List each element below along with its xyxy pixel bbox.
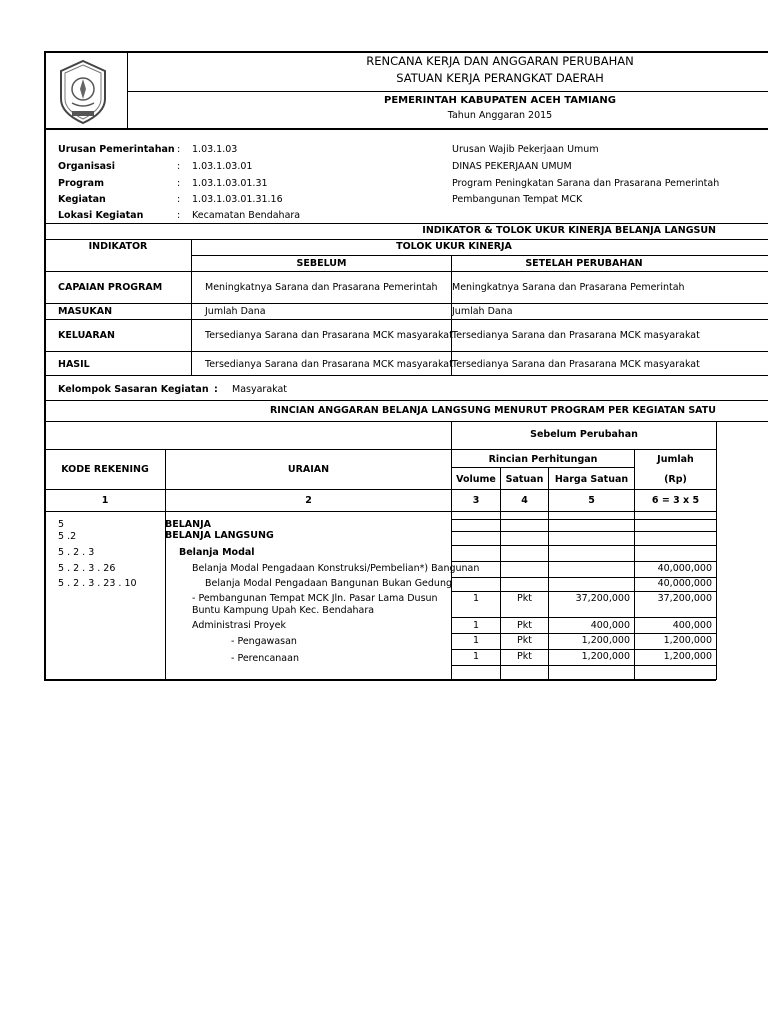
info-desc: Program Peningkatan Sarana dan Prasarana Pemerintah: [452, 178, 720, 189]
sebelum-perubahan-header: Sebelum Perubahan: [530, 429, 638, 440]
info-colon: :: [177, 161, 181, 172]
kode-rekening: 5 . 2 . 3 . 23 . 10: [58, 578, 137, 589]
info-code: 1.03.1.03: [192, 144, 238, 155]
jumlah-value: 400,000: [672, 620, 712, 631]
uraian-text: Belanja Modal: [179, 547, 255, 558]
kode-rekening: 5: [58, 519, 65, 530]
col-sebelum: SEBELUM: [296, 258, 347, 269]
col-number: 5: [588, 495, 595, 506]
info-code: 1.03.1.03.01: [192, 161, 253, 172]
fiscal-year: Tahun Anggaran 2015: [447, 110, 553, 121]
harga-value: 1,200,000: [581, 635, 630, 646]
satuan-value: Pkt: [517, 651, 532, 662]
info-code: Kecamatan Bendahara: [192, 210, 301, 221]
title-line-1: RENCANA KERJA DAN ANGGARAN PERUBAHAN: [366, 54, 634, 68]
indicator-name: MASUKAN: [58, 306, 113, 317]
uraian-text: Belanja Modal Pengadaan Konstruksi/Pembelian*) Bangunan: [192, 563, 480, 574]
col-number: 1: [101, 495, 109, 506]
indicator-sebelum: Meningkatnya Sarana dan Prasarana Pemerintah: [205, 282, 438, 293]
uraian-text: BELANJA: [165, 519, 211, 530]
info-label: Program: [58, 178, 104, 189]
indicator-sebelum: Jumlah Dana: [205, 306, 266, 317]
jumlah-value: 40,000,000: [657, 578, 712, 589]
indicator-section-title: INDIKATOR & TOLOK UKUR KINERJA BELANJA LANGSUN: [422, 225, 716, 236]
harga-value: 400,000: [590, 620, 630, 631]
indicator-setelah: Tersedianya Sarana dan Prasarana MCK masyarakat: [452, 330, 700, 341]
info-label: Organisasi: [58, 161, 115, 172]
uraian-text: - Perencanaan: [231, 653, 299, 664]
jumlah-value: 1,200,000: [663, 651, 712, 662]
col-number: 4: [521, 495, 528, 506]
satuan-value: Pkt: [517, 635, 532, 646]
jumlah-header: Jumlah: [657, 454, 694, 465]
harga-value: 1,200,000: [581, 651, 630, 662]
harga-satuan-header: Harga Satuan: [554, 474, 629, 485]
harga-value: 37,200,000: [575, 593, 630, 604]
indicator-name: KELUARAN: [58, 330, 115, 341]
sasaran-label: Kelompok Sasaran Kegiatan: [58, 384, 209, 395]
info-code: 1.03.1.03.01.31.16: [192, 194, 283, 205]
col-number: 3: [472, 495, 480, 506]
info-colon: :: [177, 194, 181, 205]
satuan-header: Satuan: [505, 474, 544, 485]
satuan-value: Pkt: [517, 620, 532, 631]
info-colon: :: [177, 210, 181, 221]
title-line-2: SATUAN KERJA PERANGKAT DAERAH: [396, 71, 604, 85]
indicator-name: HASIL: [58, 359, 90, 370]
regency-logo: [58, 59, 108, 125]
indicator-setelah: Meningkatnya Sarana dan Prasarana Pemerintah: [452, 282, 685, 293]
col-setelah: SETELAH PERUBAHAN: [525, 258, 643, 269]
uraian-text: Administrasi Proyek: [192, 620, 286, 631]
uraian-text: - Pembangunan Tempat MCK Jln. Pasar Lama Dusun: [192, 593, 438, 604]
info-code: 1.03.1.03.01.31: [192, 178, 268, 189]
rincian-section-title: RINCIAN ANGGARAN BELANJA LANGSUNG MENURUT PROGRAM PER KEGIATAN SATU: [269, 405, 716, 416]
info-desc: Urusan Wajib Pekerjaan Umum: [452, 144, 599, 155]
info-label: Kegiatan: [58, 194, 106, 205]
sasaran-value: Masyarakat: [232, 384, 288, 395]
frame-top: [45, 51, 768, 53]
kode-rekening: 5 . 2 . 3: [58, 547, 95, 558]
uraian-header: URAIAN: [287, 464, 330, 475]
uraian-text-continued: Buntu Kampung Upah Kec. Bendahara: [192, 605, 375, 616]
jumlah-value: 1,200,000: [663, 635, 712, 646]
uraian-text: Belanja Modal Pengadaan Bangunan Bukan Gedung: [205, 578, 453, 589]
rp-header: (Rp): [664, 474, 687, 485]
col-indikator: INDIKATOR: [88, 241, 148, 252]
info-colon: :: [177, 178, 181, 189]
kode-rekening: 5 .2: [58, 531, 77, 542]
info-colon: :: [177, 144, 181, 155]
uraian-text: - Pengawasan: [231, 636, 297, 647]
info-label: Lokasi Kegiatan: [58, 210, 144, 221]
info-desc: DINAS PEKERJAAN UMUM: [452, 161, 572, 172]
frame-left: [44, 51, 46, 681]
volume-value: 1: [473, 593, 480, 604]
info-desc: Pembangunan Tempat MCK: [452, 194, 583, 205]
indicator-sebelum: Tersedianya Sarana dan Prasarana MCK masyarakat: [205, 330, 453, 341]
satuan-value: Pkt: [517, 593, 532, 604]
volume-value: 1: [473, 635, 480, 646]
col-number: 2: [305, 495, 312, 506]
sasaran-colon: :: [214, 384, 218, 395]
indicator-name: CAPAIAN PROGRAM: [58, 282, 163, 293]
frame-bottom: [45, 679, 716, 681]
volume-value: 1: [473, 651, 480, 662]
government-name: PEMERINTAH KABUPATEN ACEH TAMIANG: [383, 95, 616, 106]
rincian-perhitungan-header: Rincian Perhitungan: [488, 454, 598, 465]
uraian-text: BELANJA LANGSUNG: [165, 530, 274, 541]
volume-header: Volume: [456, 474, 496, 485]
kode-rekening-header: KODE REKENING: [61, 464, 149, 475]
kode-rekening: 5 . 2 . 3 . 26: [58, 563, 116, 574]
col-tolok-ukur: TOLOK UKUR KINERJA: [396, 241, 512, 252]
indicator-setelah: Jumlah Dana: [452, 306, 513, 317]
indicator-sebelum: Tersedianya Sarana dan Prasarana MCK masyarakat: [205, 359, 453, 370]
indicator-setelah: Tersedianya Sarana dan Prasarana MCK masyarakat: [452, 359, 700, 370]
col-number: 6 = 3 x 5: [651, 495, 700, 506]
volume-value: 1: [473, 620, 480, 631]
jumlah-value: 40,000,000: [657, 563, 712, 574]
jumlah-value: 37,200,000: [657, 593, 712, 604]
info-label: Urusan Pemerintahan: [58, 144, 175, 155]
